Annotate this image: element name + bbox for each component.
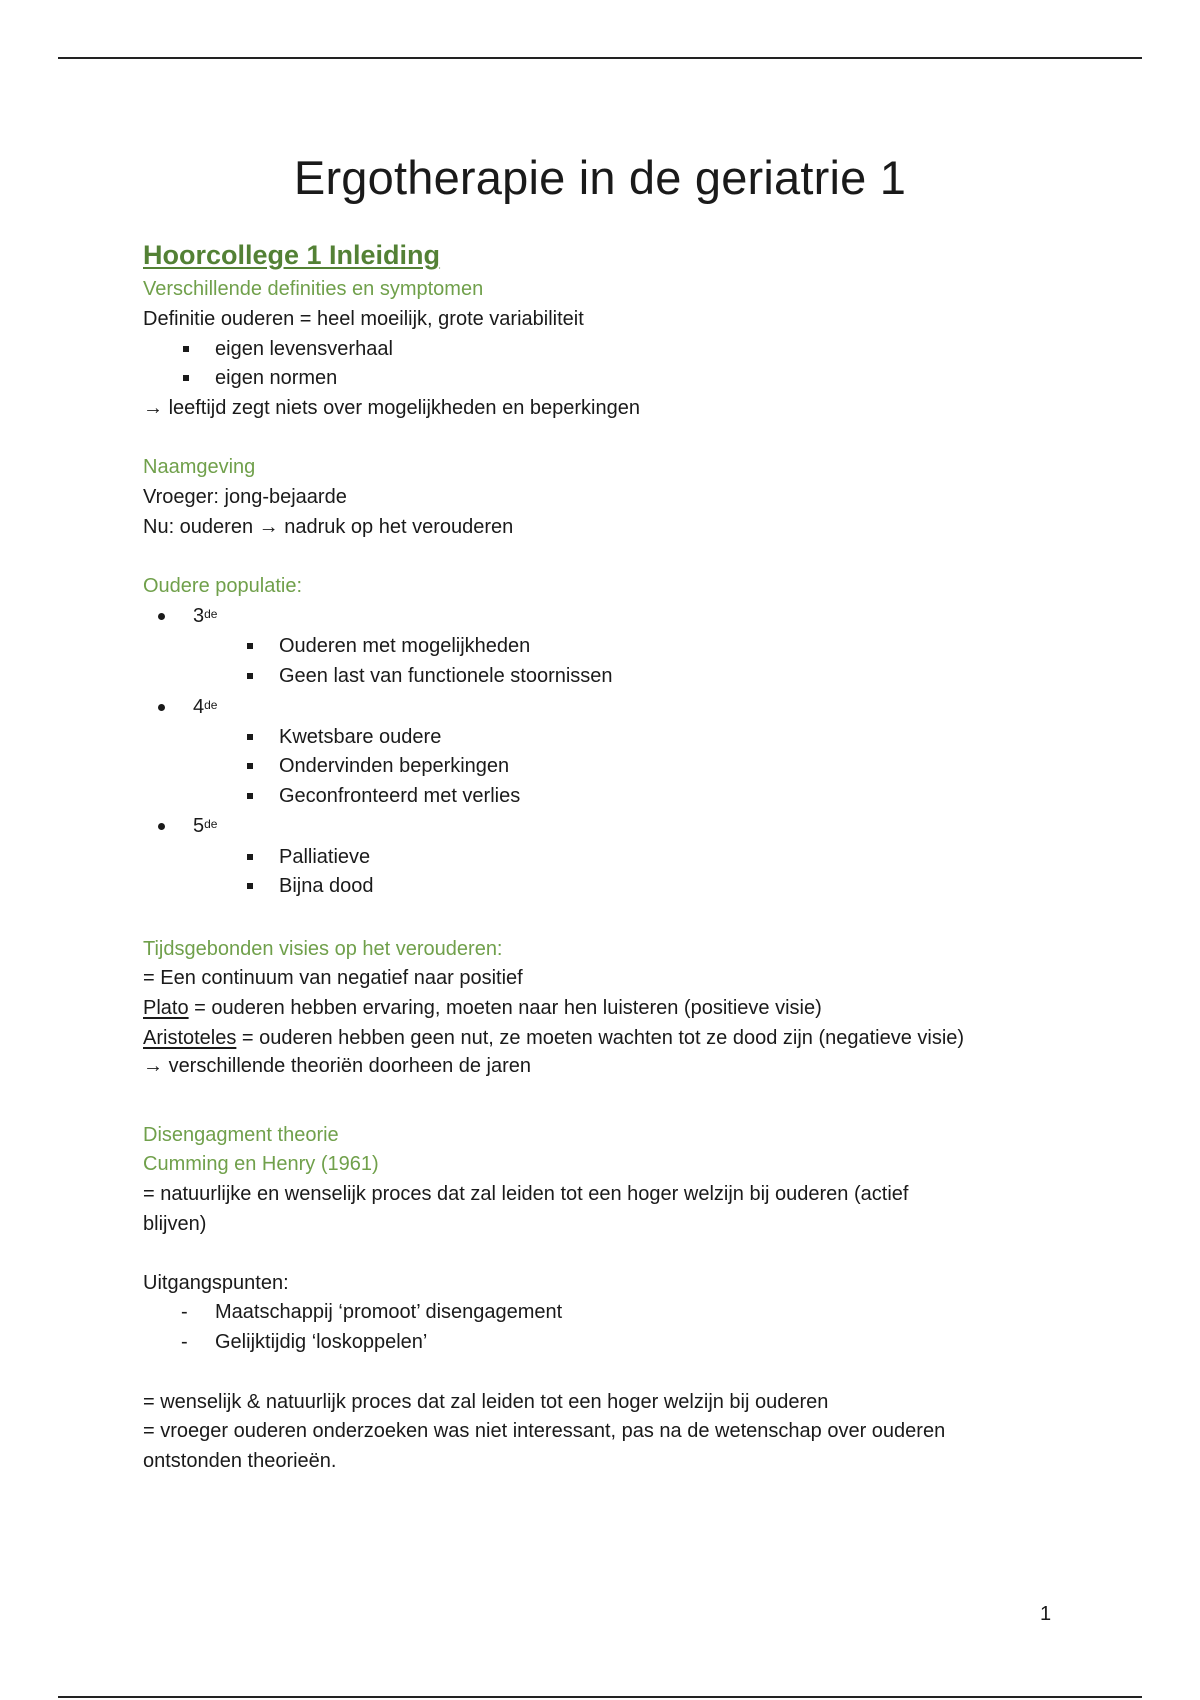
bullet-item: Ouderen met mogelijkheden [247,633,530,659]
dash-item: - Maatschappij ‘promoot’ disengagement [181,1301,563,1323]
round-bullet-icon [158,704,165,711]
section-heading-definitions: Verschillende definities en symptomen [143,278,484,300]
square-bullet-icon [247,673,253,679]
bullet-item: Bijna dood [247,873,374,899]
bullet-item: Kwetsbare oudere [247,724,441,750]
arrow-right-icon: → [258,516,279,538]
header-rule [58,57,1142,59]
bullet-item: eigen levensverhaal [183,336,393,362]
square-bullet-icon [247,734,253,740]
section-heading-visions: Tijdsgebonden visies op het verouderen: [143,938,503,960]
paragraph-line: ontstonden theorieën. [143,1450,337,1472]
conclusion-line: → leeftijd zegt niets over mogelijkheden en beperkingen [143,397,640,419]
bullet-item: Ondervinden beperkingen [247,753,509,779]
dash-bullet-icon: - [181,1301,188,1323]
plato-line: Plato = ouderen hebben ervaring, moeten naar hen luisteren (positieve visie) [143,997,822,1019]
aristoteles-line: Aristoteles = ouderen hebben geen nut, ze moeten wachten tot ze dood zijn (negatieve visie) [143,1027,965,1049]
square-bullet-icon [247,854,253,860]
square-bullet-icon [247,793,253,799]
continuum-line: = Een continuum van negatief naar positief [143,967,523,989]
naming-line-now: Nu: ouderen → nadruk op het verouderen [143,516,514,538]
paragraph-line: = vroeger ouderen onderzoeken was niet interessant, pas na de wetenschap over ouderen [143,1420,946,1442]
lecture-heading: Hoorcollege 1 Inleiding [143,240,441,270]
definition-line: Definitie ouderen = heel moeilijk, grote variabiliteit [143,308,584,330]
population-group-4: 4de [158,694,217,720]
square-bullet-icon [183,346,189,352]
section-subheading-authors: Cumming en Henry (1961) [143,1153,379,1175]
starting-points-label: Uitgangspunten: [143,1272,289,1294]
arrow-right-icon: → [143,397,163,419]
theory-line-cont: blijven) [143,1213,207,1235]
square-bullet-icon [183,375,189,381]
page-number: 1 [1040,1603,1052,1625]
conclusion-line: → verschillende theoriën doorheen de jaren [143,1055,532,1077]
population-group-5: 5de [158,813,217,839]
bullet-item: Palliatieve [247,844,370,870]
square-bullet-icon [247,643,253,649]
round-bullet-icon [158,613,165,620]
naming-line-past: Vroeger: jong-bejaarde [143,486,347,508]
theory-line: = natuurlijke en wenselijk proces dat zal leiden tot een hoger welzijn bij ouderen (actief [143,1183,909,1205]
bullet-item: eigen normen [183,365,337,391]
population-group-3: 3de [158,603,217,629]
bullet-item: Geconfronteerd met verlies [247,783,520,809]
section-heading-population: Oudere populatie: [143,575,303,597]
round-bullet-icon [158,823,165,830]
square-bullet-icon [247,763,253,769]
section-heading-naming: Naamgeving [143,456,256,478]
document-title: Ergotherapie in de geriatrie 1 [293,151,907,204]
dash-item: - Gelijktijdig ‘loskoppelen’ [181,1331,428,1353]
section-heading-disengagement: Disengagment theorie [143,1124,339,1146]
bullet-item: Geen last van functionele stoornissen [247,663,613,689]
dash-bullet-icon: - [181,1331,188,1353]
square-bullet-icon [247,883,253,889]
paragraph-line: = wenselijk & natuurlijk proces dat zal leiden tot een hoger welzijn bij ouderen [143,1391,829,1413]
arrow-right-icon: → [143,1055,163,1077]
footer-rule [58,1696,1142,1698]
